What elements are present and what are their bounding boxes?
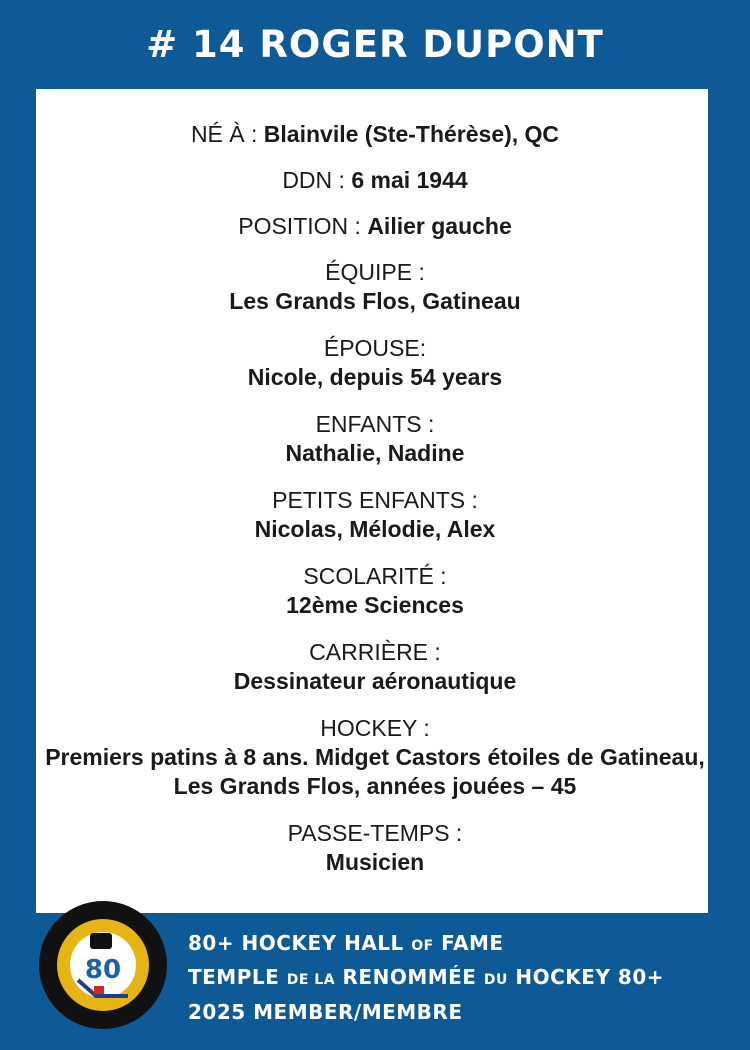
footer-text: RENOMMÉE [335, 965, 484, 989]
field-value: Dessinateur aéronautique [233, 668, 517, 694]
field-value: Nathalie, Nadine [285, 440, 465, 466]
field-label: DDN : [282, 167, 352, 193]
footer-text-small: OF [411, 938, 434, 954]
field-label: SCOLARITÉ : [303, 563, 447, 589]
player-info-list [0, 120, 750, 895]
field-spouse [0, 334, 750, 392]
field-label: CARRIÈRE : [309, 639, 441, 665]
footer-line-hall-of-fame [188, 932, 748, 957]
field-schooling [0, 562, 750, 620]
footer-text-small: DU [483, 972, 508, 988]
footer-text: TEMPLE [188, 965, 287, 989]
logo-player-icon [90, 933, 112, 949]
card-header [0, 0, 750, 88]
field-value: 6 mai 1944 [351, 167, 468, 193]
field-label: PASSE-TEMPS : [287, 820, 463, 846]
field-value: 12ème Sciences [286, 592, 464, 618]
field-value: Les Grands Flos, Gatineau [229, 288, 521, 314]
field-value: Nicole, depuis 54 years [247, 364, 503, 390]
field-birthplace [0, 120, 750, 149]
field-career [0, 638, 750, 696]
field-label: ENFANTS : [315, 411, 435, 437]
flag-icon [94, 986, 104, 994]
field-label: PETITS ENFANTS : [272, 487, 478, 513]
field-label: ÉQUIPE : [325, 259, 425, 285]
field-hockey [0, 714, 750, 801]
footer-text-small: DE LA [286, 972, 336, 988]
field-value: Blainvile (Ste-Thérèse), QC [263, 121, 560, 147]
footer-text: FAME [433, 931, 504, 955]
field-team [0, 258, 750, 316]
field-value: Premiers patins à 8 ans. Midget Castors étoiles de Gatineau, Les Grands Flos, années jouées – 45 [45, 744, 705, 799]
field-label: NÉ À : [190, 121, 264, 147]
footer-member-year: 2025 MEMBER/MEMBRE [188, 1000, 463, 1024]
field-dob [0, 166, 750, 195]
field-hobbies [0, 819, 750, 877]
footer [188, 932, 748, 1032]
logo-number: 80 [84, 955, 122, 985]
field-value: Ailier gauche [367, 213, 512, 239]
field-label: POSITION : [238, 213, 368, 239]
field-label: ÉPOUSE: [323, 335, 427, 361]
field-label: HOCKEY : [320, 715, 430, 741]
field-children [0, 410, 750, 468]
hall-of-fame-logo [38, 900, 168, 1030]
field-value: Musicien [325, 849, 425, 875]
footer-text: HOCKEY 80+ [507, 965, 664, 989]
footer-line-temple [188, 966, 748, 991]
field-value: Nicolas, Mélodie, Alex [254, 516, 496, 542]
field-grandchildren [0, 486, 750, 544]
player-name-title: # 14 ROGER DUPONT [146, 22, 604, 66]
footer-text: 80+ HOCKEY HALL [188, 931, 412, 955]
field-position [0, 212, 750, 241]
